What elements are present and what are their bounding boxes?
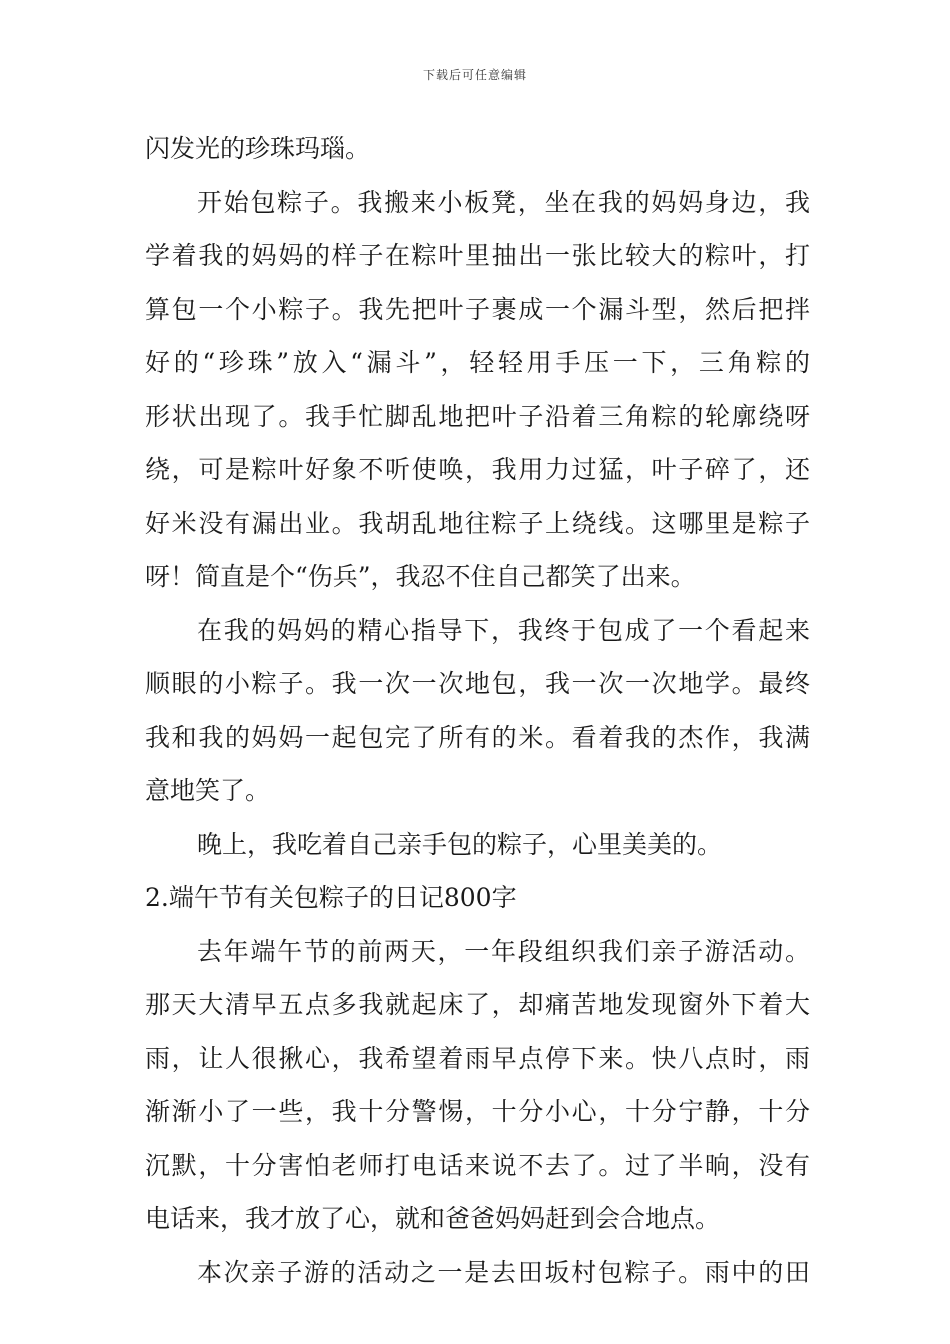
text-line: 沉默，十分害怕老师打电话来说不去了。过了半晌，没有 [145,1150,810,1180]
text-line: 好米没有漏出业。我胡乱地往粽子上绕线。这哪里是粽子 [145,508,810,538]
text-line: 电话来，我才放了心，就和爸爸妈妈赶到会合地点。 [145,1204,721,1233]
text-line: 顺眼的小粽子。我一次一次地包，我一次一次地学。最终 [145,669,810,698]
document-body [145,122,810,1299]
text-line: 好的“珍珠”放入“漏斗”，轻轻用手压一下，三角粽的 [145,348,810,377]
text-line: 意地笑了。 [145,776,271,805]
text-line: 在我的妈妈的精心指导下，我终于包成了一个看起来 [197,615,810,645]
text-line: 形状出现了。我手忙脚乱地把叶子沿着三角粽的轮廓绕呀 [145,401,810,431]
text-line: 开始包粽子。我搬来小板凳，坐在我的妈妈身边，我 [197,187,810,217]
text-line: 雨，让人很揪心，我希望着雨早点停下来。快八点时，雨 [145,1043,810,1073]
text-line: 渐渐小了一些，我十分警惕，十分小心，十分宁静，十分 [145,1097,810,1126]
text-line: 学着我的妈妈的样子在粽叶里抽出一张比较大的粽叶，打 [145,241,810,270]
text-line: 绕，可是粽叶好象不听使唤，我用力过猛，叶子碎了，还 [145,455,810,484]
text-line: 那天大清早五点多我就起床了，却痛苦地发现窗外下着大 [145,990,810,1019]
text-line: 去年端午节的前两天，一年段组织我们亲子游活动。 [197,936,810,966]
text-line: 呀！简直是个“伤兵”，我忍不住自己都笑了出来。 [145,562,696,591]
text-line: 算包一个小粽子。我先把叶子裹成一个漏斗型，然后把拌 [145,294,810,324]
text-line: 我和我的妈妈一起包完了所有的米。看着我的杰作，我满 [145,722,810,752]
text-line: 晚上，我吃着自己亲手包的粽子，心里美美的。 [197,829,723,859]
text-line: 本次亲子游的活动之一是去田坂村包粽子。雨中的田 [197,1257,810,1287]
text-line: 2.端午节有关包粽子的日记800字 [145,883,517,912]
text-line: 闪发光的珍珠玛瑙。 [145,134,371,163]
page-header: 下载后可任意编辑 [422,68,527,82]
